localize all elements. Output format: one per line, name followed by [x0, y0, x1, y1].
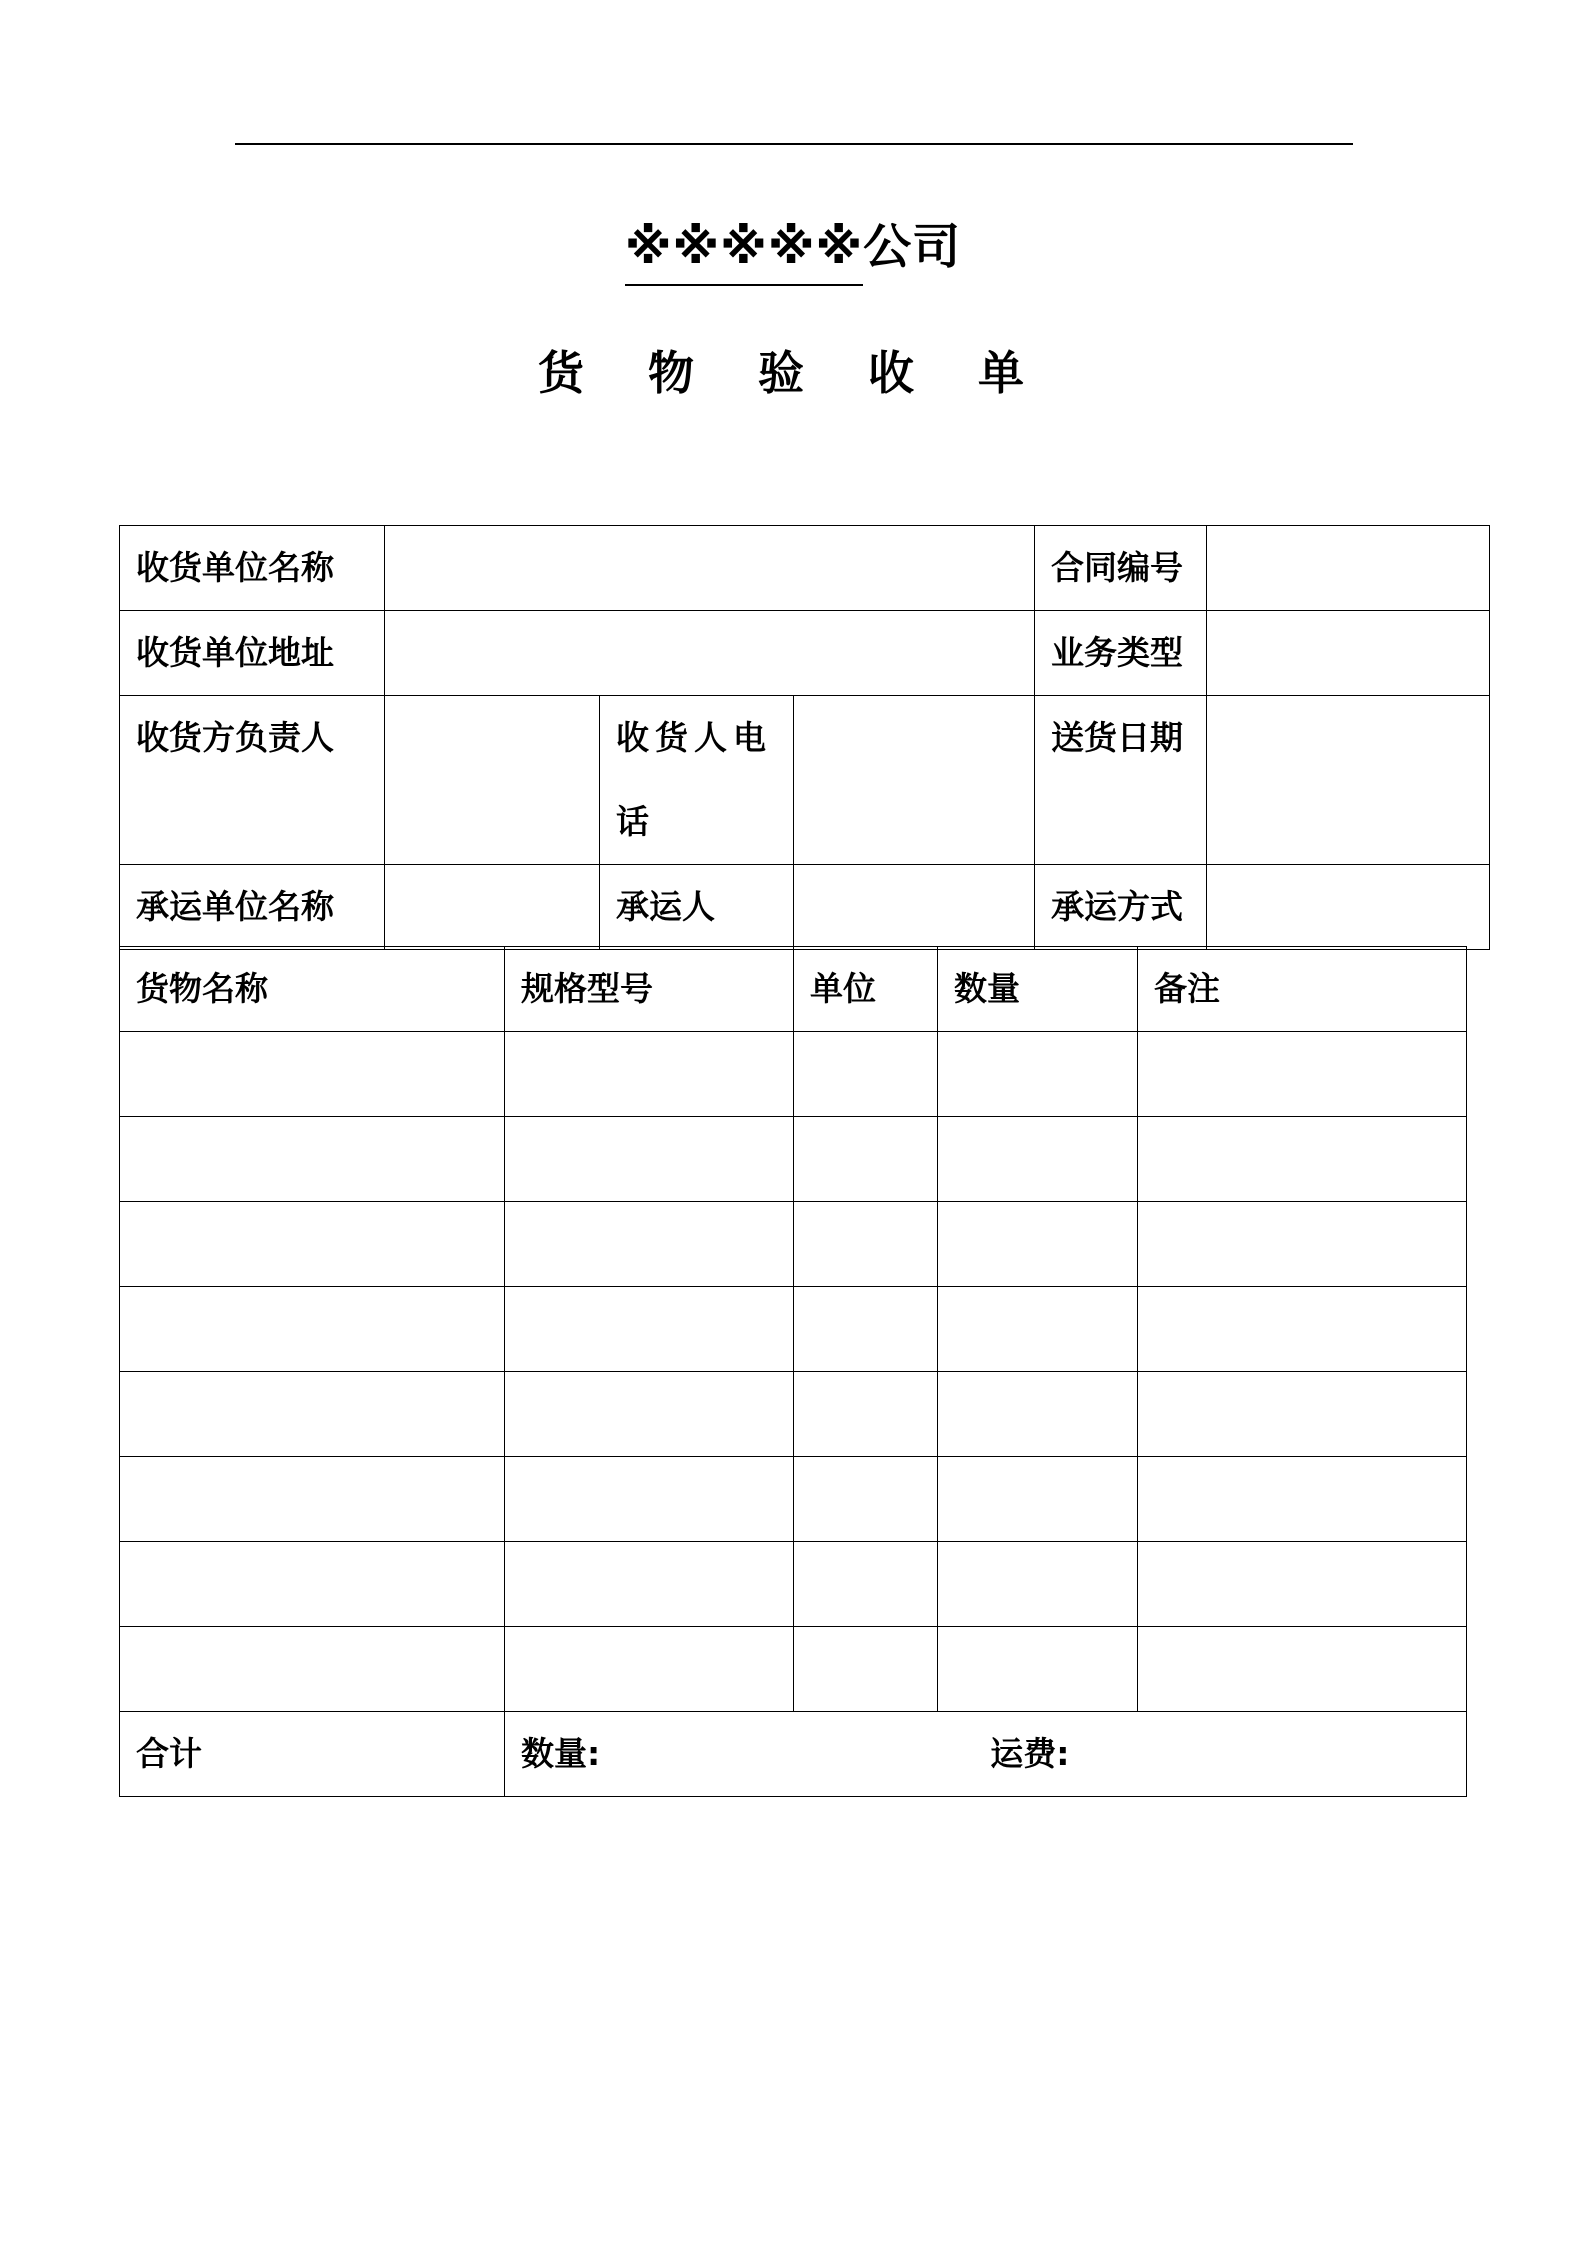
goods-name-cell[interactable] [120, 1457, 505, 1542]
unit-cell[interactable] [794, 1287, 938, 1372]
goods-row [120, 1372, 1467, 1457]
column-header-spec-model: 规格型号 [505, 947, 794, 1032]
unit-cell[interactable] [794, 1627, 938, 1712]
delivery-date-label: 送货日期 [1035, 696, 1207, 865]
goods-name-cell[interactable] [120, 1542, 505, 1627]
quantity-cell[interactable] [938, 1287, 1138, 1372]
spec-model-cell[interactable] [505, 1202, 794, 1287]
column-header-unit: 单位 [794, 947, 938, 1032]
remarks-cell[interactable] [1138, 1457, 1467, 1542]
info-row [120, 611, 1490, 696]
quantity-cell[interactable] [938, 1202, 1138, 1287]
transport-mode-label: 承运方式 [1035, 865, 1207, 950]
document-title: 货 物 验 收 单 [537, 346, 1049, 400]
business-type-label: 业务类型 [1035, 611, 1207, 696]
column-header-remarks: 备注 [1138, 947, 1467, 1032]
remarks-cell[interactable] [1138, 1117, 1467, 1202]
remarks-cell[interactable] [1138, 1542, 1467, 1627]
quantity-cell[interactable] [938, 1117, 1138, 1202]
spec-model-cell[interactable] [505, 1372, 794, 1457]
receiver-phone-label: 收货人电话 [600, 696, 794, 865]
contract-no-label: 合同编号 [1035, 526, 1207, 611]
top-rule [235, 143, 1353, 145]
remarks-cell[interactable] [1138, 1627, 1467, 1712]
quantity-cell[interactable] [938, 1372, 1138, 1457]
goods-row [120, 1032, 1467, 1117]
total-quantity-label: 数量: [521, 1734, 601, 1773]
contract-no-field[interactable] [1207, 526, 1490, 611]
remarks-cell[interactable] [1138, 1372, 1467, 1457]
remarks-cell[interactable] [1138, 1287, 1467, 1372]
company-name [0, 212, 1586, 286]
quantity-cell[interactable] [938, 1542, 1138, 1627]
delivery-info-table [119, 525, 1490, 950]
goods-name-cell[interactable] [120, 1117, 505, 1202]
spec-model-cell[interactable] [505, 1542, 794, 1627]
unit-cell[interactable] [794, 1202, 938, 1287]
goods-table [119, 946, 1467, 1797]
goods-name-cell[interactable] [120, 1202, 505, 1287]
receiver-address-label: 收货单位地址 [120, 611, 385, 696]
delivery-date-field[interactable] [1207, 696, 1490, 865]
goods-row [120, 1287, 1467, 1372]
unit-cell[interactable] [794, 1457, 938, 1542]
total-freight-label: 运费: [990, 1734, 1070, 1773]
quantity-cell[interactable] [938, 1457, 1138, 1542]
spec-model-cell[interactable] [505, 1287, 794, 1372]
quantity-cell[interactable] [938, 1627, 1138, 1712]
company-name-suffix: 公司 [863, 219, 962, 275]
goods-row [120, 1117, 1467, 1202]
unit-cell[interactable] [794, 1542, 938, 1627]
info-row [120, 865, 1490, 950]
business-type-field[interactable] [1207, 611, 1490, 696]
unit-cell[interactable] [794, 1117, 938, 1202]
spec-model-cell[interactable] [505, 1627, 794, 1712]
goods-name-cell[interactable] [120, 1372, 505, 1457]
total-summary-cell[interactable] [505, 1712, 1467, 1797]
receiver-name-field[interactable] [385, 526, 1035, 611]
unit-cell[interactable] [794, 1372, 938, 1457]
total-row [120, 1712, 1467, 1797]
goods-name-cell[interactable] [120, 1627, 505, 1712]
receiver-person-label: 收货方负责人 [120, 696, 385, 865]
remarks-cell[interactable] [1138, 1032, 1467, 1117]
info-row [120, 526, 1490, 611]
transport-mode-field[interactable] [1207, 865, 1490, 950]
info-row [120, 696, 1490, 865]
total-label: 合计 [120, 1712, 505, 1797]
spec-model-cell[interactable] [505, 1117, 794, 1202]
column-header-goods-name: 货物名称 [120, 947, 505, 1032]
unit-cell[interactable] [794, 1032, 938, 1117]
goods-row [120, 1457, 1467, 1542]
column-header-quantity: 数量 [938, 947, 1138, 1032]
spec-model-cell[interactable] [505, 1457, 794, 1542]
receiver-person-field[interactable] [385, 696, 600, 865]
carrier-name-label: 承运单位名称 [120, 865, 385, 950]
remarks-cell[interactable] [1138, 1202, 1467, 1287]
goods-row [120, 1202, 1467, 1287]
goods-row [120, 1627, 1467, 1712]
receiver-phone-field[interactable] [794, 696, 1035, 865]
carrier-person-label: 承运人 [600, 865, 794, 950]
quantity-cell[interactable] [938, 1032, 1138, 1117]
spec-model-cell[interactable] [505, 1032, 794, 1117]
company-name-placeholder: ※※※※※ [625, 212, 863, 286]
goods-row [120, 1542, 1467, 1627]
receiver-address-field[interactable] [385, 611, 1035, 696]
goods-name-cell[interactable] [120, 1287, 505, 1372]
goods-header-row [120, 947, 1467, 1032]
goods-name-cell[interactable] [120, 1032, 505, 1117]
carrier-name-field[interactable] [385, 865, 600, 950]
receiver-name-label: 收货单位名称 [120, 526, 385, 611]
carrier-person-field[interactable] [794, 865, 1035, 950]
